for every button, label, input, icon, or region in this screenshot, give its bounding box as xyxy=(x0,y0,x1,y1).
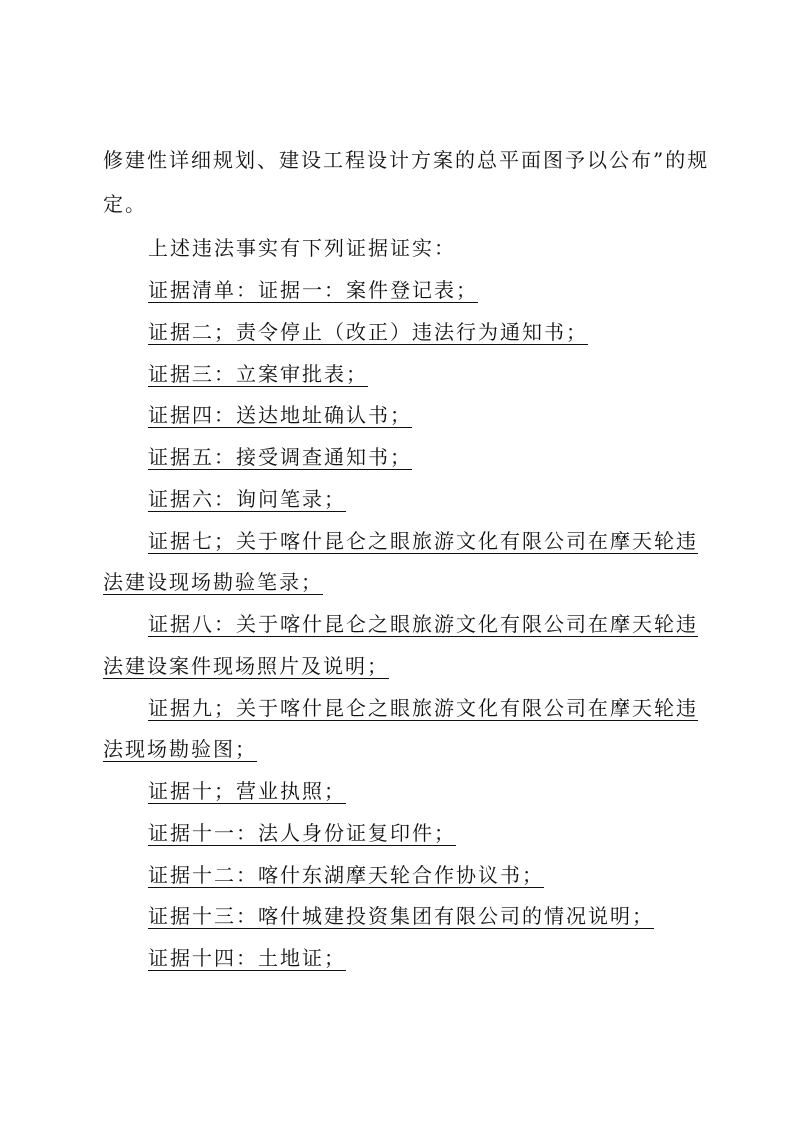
evidence-item: 证据七；关于喀什昆仑之眼旅游文化有限公司在摩天轮违 xyxy=(148,529,698,553)
evidence-item: 证据八：关于喀什昆仑之眼旅游文化有限公司在摩天轮违 xyxy=(148,612,698,636)
evidence-item: 证据四：送达地址确认书； xyxy=(148,403,412,427)
evidence-item: 证据清单：证据一：案件登记表； xyxy=(148,278,478,302)
evidence-item: 证据十；营业执照； xyxy=(148,779,346,803)
evidence-item-cont: 法建设现场勘验笔录； xyxy=(103,570,323,594)
evidence-item-cont: 法现场勘验图； xyxy=(103,737,257,761)
evidence-item: 证据五：接受调查通知书； xyxy=(148,445,412,469)
evidence-intro: 上述违法事实有下列证据证实： xyxy=(148,236,456,260)
evidence-item-cont: 法建设案件现场照片及说明； xyxy=(103,654,389,678)
evidence-item: 证据九；关于喀什昆仑之眼旅游文化有限公司在摩天轮违 xyxy=(148,696,698,720)
paragraph-line: 修建性详细规划、建设工程设计方案的总平面图予以公布”的规 xyxy=(103,148,710,172)
paragraph-line: 定。 xyxy=(103,192,147,216)
evidence-item: 证据六：询问笔录； xyxy=(148,487,346,511)
evidence-item: 证据二；责令停止（改正）违法行为通知书； xyxy=(148,320,588,344)
evidence-item: 证据十三：喀什城建投资集团有限公司的情况说明； xyxy=(148,904,654,928)
evidence-item: 证据十一：法人身份证复印件； xyxy=(148,821,456,845)
evidence-item: 证据十二：喀什东湖摩天轮合作协议书； xyxy=(148,863,544,887)
evidence-item: 证据十四：土地证； xyxy=(148,946,346,970)
evidence-item: 证据三：立案审批表； xyxy=(148,362,368,386)
